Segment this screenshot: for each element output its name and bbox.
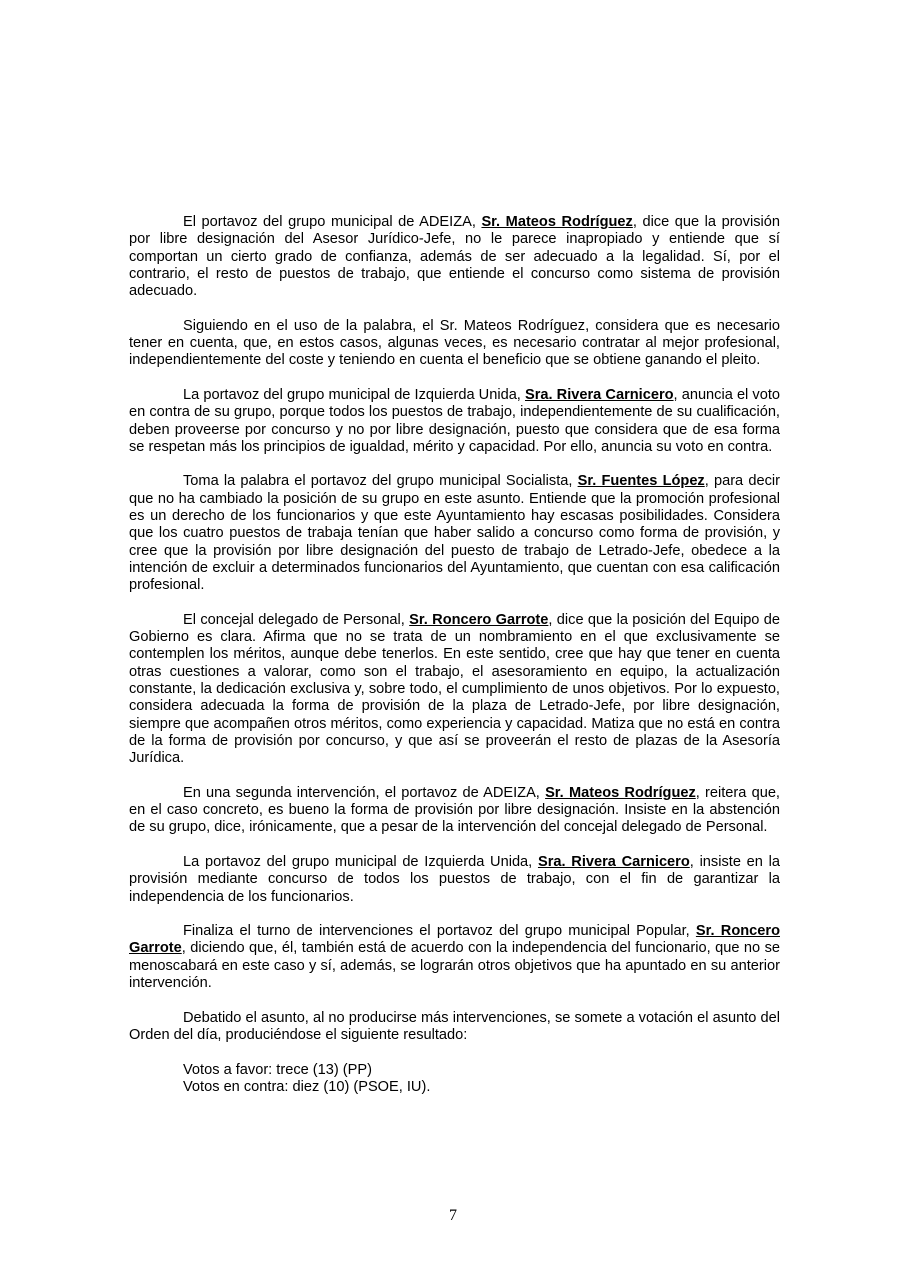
paragraph-roncero-1 xyxy=(129,612,780,768)
paragraph-text: , dice que la provisión por libre designación del Asesor Jurídico-Jefe, no le parece inapropiado y entiende que sí comportan un cierto grado de confianza, además de ser adecuado a la legalidad. Sí, por el contrario, el resto de puestos de trabajo, que entiende el concurso como sistema de provisión adecuado. xyxy=(129,214,780,300)
paragraph-text: En una segunda intervención, el portavoz de ADEIZA, xyxy=(183,784,546,801)
speaker-name: Sra. Rivera Carnicero xyxy=(537,853,690,870)
paragraph-text: Debatido el asunto, al no producirse más intervenciones, se somete a votación el asunto del Orden del día, produciéndose el siguiente resultado: xyxy=(129,1009,780,1043)
paragraph-mateos-3 xyxy=(129,785,780,837)
votes-in-favor: Votos a favor: trece (13) (PP) xyxy=(183,1061,372,1078)
paragraph-roncero-2 xyxy=(129,923,780,992)
paragraph-text: , dice que la posición del Equipo de Gobierno es clara. Afirma que no se trata de un nombramiento en el que exclusivamente se contemplen los méritos, aunque debe tenerlos. En este sentido, cree que hay que tener en cuenta otras cuestiones a valorar, como son el trabajo, el asesoramiento en equipo, la actualización constante, la dedicación exclusiva y, sobre todo, el cumplimiento de unos objetivos. Por lo expuesto, considera adecuada la forma de provisión de la plaza de Letrado-Jefe, por libre designación, siempre que acompañen otros méritos, como experiencia y capacidad. Matiza que no está en contra de la forma de provisión por concurso, y que así se proveerán el resto de plazas de la Asesoría Jurídica. xyxy=(129,611,780,767)
paragraph-vote-intro xyxy=(129,1010,780,1045)
paragraph-fuentes xyxy=(129,473,780,594)
page-number: 7 xyxy=(449,1207,457,1224)
paragraph-rivera-2 xyxy=(129,854,780,906)
speaker-name: Sr. Mateos Rodríguez xyxy=(481,214,633,230)
speaker-name: Sr. Roncero Garrote xyxy=(409,611,549,628)
paragraph-text: Finaliza el turno de intervenciones el portavoz del grupo municipal Popular, xyxy=(183,923,696,940)
votes-against: Votos en contra: diez (10) (PSOE, IU). xyxy=(183,1078,431,1095)
paragraph-text: El portavoz del grupo municipal de ADEIZA, xyxy=(183,214,482,230)
paragraph-text: Siguiendo en el uso de la palabra, el Sr. Mateos Rodríguez, considera que es necesario tener en cuenta, que, en estos casos, algunas veces, es necesario contratar al mejor profesional, independientemente del coste y teniendo en cuenta el beneficio que se obtiene ganando el pleito. xyxy=(129,317,780,369)
paragraph-text: Toma la palabra el portavoz del grupo municipal Socialista, xyxy=(183,473,578,490)
speaker-name: Sr. Roncero Garrote xyxy=(129,923,780,957)
paragraph-mateos-2 xyxy=(129,318,780,370)
paragraph-text: , insiste en la provisión mediante concurso de todos los puestos de trabajo, con el fin de garantizar la independencia de los funcionarios. xyxy=(129,853,780,905)
speaker-name: Sra. Rivera Carnicero xyxy=(524,386,674,403)
paragraph-rivera-1 xyxy=(129,387,780,456)
paragraph-text: , reitera que, en el caso concreto, es bueno la forma de provisión por libre designación. Insiste en la abstención de su grupo, dice, irónicamente, que a pesar de la intervención del concejal delegado de Personal. xyxy=(129,784,780,836)
paragraph-mateos-1 xyxy=(129,214,780,300)
paragraph-text: El concejal delegado de Personal, xyxy=(183,611,410,628)
vote-results xyxy=(183,1062,780,1097)
paragraph-text: , diciendo que, él, también está de acuerdo con la independencia del funcionario, que no se menoscabará en este caso y sí, además, se lograrán otros objetivos que ha apuntado en su anterior intervención. xyxy=(129,940,780,992)
paragraph-text: La portavoz del grupo municipal de Izquierda Unida, xyxy=(183,853,538,870)
speaker-name: Sr. Fuentes López xyxy=(577,473,705,490)
speaker-name: Sr. Mateos Rodríguez xyxy=(545,784,696,801)
paragraph-text: , anuncia el voto en contra de su grupo, porque todos los puestos de trabajo, independientemente de su cualificación, deben proveerse por concurso y no por libre designación, puesto que considera que de esa forma se respetan más los principios de igualdad, mérito y capacidad. Por ello, anuncia su voto en contra. xyxy=(129,386,780,455)
paragraph-text: , para decir que no ha cambiado la posición de su grupo en este asunto. Entiende que la promoción profesional es un derecho de los funcionarios y que este Ayuntamiento hay escasas posibilidades. Considera que los cuatro puestos de trabaja tenían que haber salido a concurso como forma de provisión, y cree que la provisión por libre designación del puesto de trabajo de Letrado-Jefe, obedece a la intención de excluir a determinados funcionarios del Ayuntamiento, que cuentan con esa calificación profesional. xyxy=(129,473,780,594)
document-body xyxy=(129,214,780,1096)
paragraph-text: La portavoz del grupo municipal de Izquierda Unida, xyxy=(183,386,525,403)
